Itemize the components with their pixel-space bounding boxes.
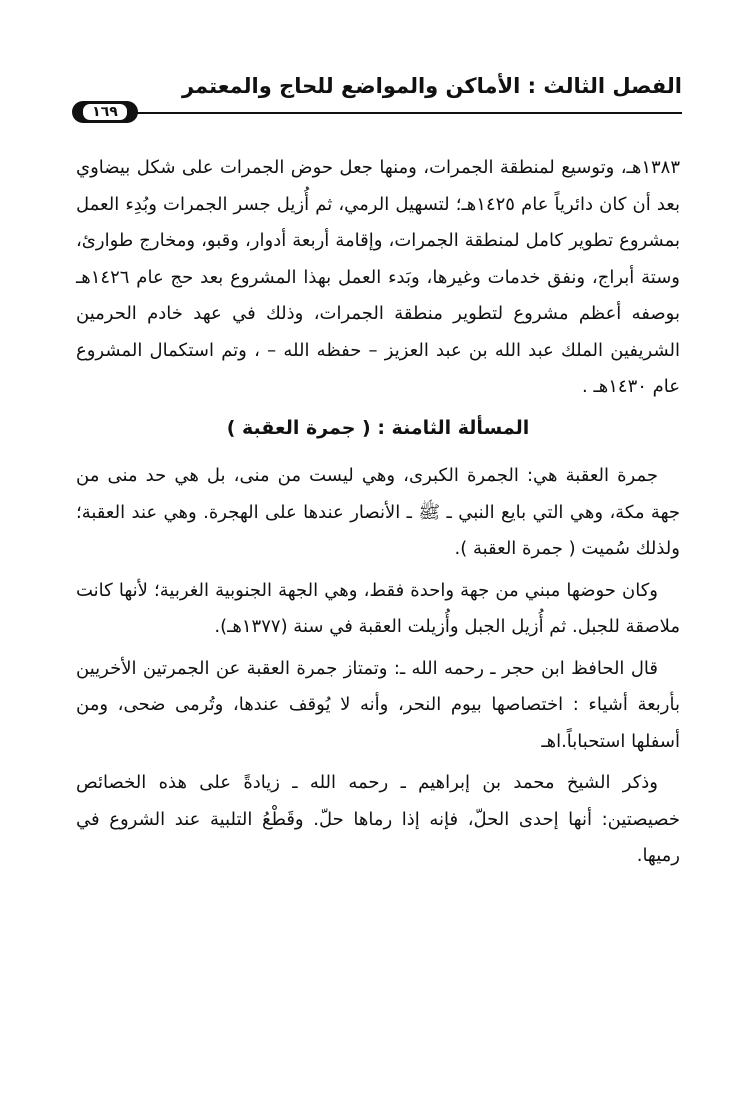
page-number-badge bbox=[72, 101, 138, 123]
page-header bbox=[70, 72, 682, 130]
paragraph-5: وذكر الشيخ محمد بن إبراهيم ـ رحمه الله ـ زيادةً على هذه الخصائص خصيصتين: أنها إحدى الحلّ، فإنه إذا رماها حلّ. وقَطْعُ التلبية عند الشروع في رميها. bbox=[76, 772, 680, 866]
header-rule bbox=[132, 112, 682, 114]
paragraph-2: جمرة العقبة هي: الجمرة الكبرى، وهي ليست من منى، بل هي حد منى من جهة مكة، وهي التي بايع النبي ـ ﷺ ـ الأنصار عندها على الهجرة. وهي عند العقبة؛ ولذلك سُميت ( جمرة العقبة ). bbox=[76, 465, 680, 559]
paragraph-1: ١٣٨٣هـ، وتوسيع لمنطقة الجمرات، ومنها جعل حوض الجمرات على شكل بيضاوي بعد أن كان دائرياً عام ١٤٢٥هـ؛ لتسهيل الرمي، ثم أُزيل جسر الجمرات وبُدِء العمل بمشروع تطوير كامل لمنطقة الجمرات، وإقامة أربعة أدوار، وقبو، ومخارج طوارئ، وستة أبراج، ونفق خدمات وغيرها، وبَدء العمل بهذا المشروع بعد حج عام ١٤٢٦هـ بوصفه أعظم مشروع لتطوير منطقة الجمرات، وذلك في عهد خادم الحرمين الشريفين الملك عبد الله بن عبد العزيز – حفظه الله – ، وتم استكمال المشروع عام ١٤٣٠هـ . bbox=[76, 157, 680, 397]
page-body bbox=[76, 150, 680, 875]
paragraph-4: قال الحافظ ابن حجر ـ رحمه الله ـ: وتمتاز جمرة العقبة عن الجمرتين الأخريين بأربعة أشياء : اختصاصها بيوم النحر، وأنه لا يُوقف عندها، وتُرمى ضحى، ومن أسفلها استحباباً.اهـ bbox=[76, 657, 680, 752]
section-heading: المسألة الثامنة : ( جمرة العقبة ) bbox=[226, 416, 530, 439]
chapter-title: الفصل الثالث : الأماكن والمواضع للحاج والمعتمر bbox=[181, 74, 682, 98]
paragraph-3: وكان حوضها مبني من جهة واحدة فقط، وهي الجهة الجنوبية الغربية؛ لأنها كانت ملاصقة للجبل. ثم أُزيل الجبل وأُزيلت العقبة في سنة (١٣٧٧هـ). bbox=[76, 579, 680, 637]
page-number: ١٦٩ bbox=[83, 104, 127, 120]
